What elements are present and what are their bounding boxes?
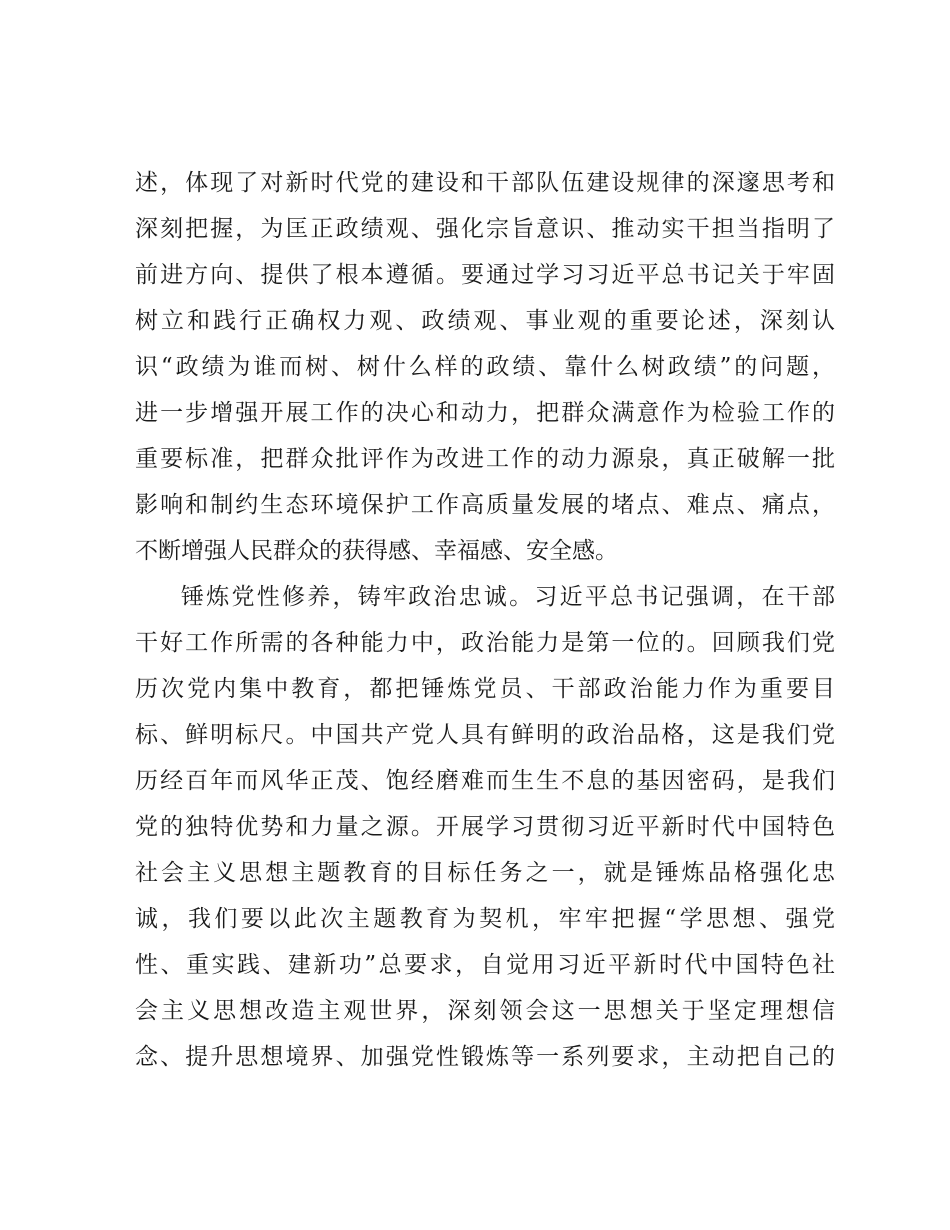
text-line: 干好工作所需的各种能力中，政治能力是第一位的。回顾我们党: [135, 630, 835, 656]
text-line: 历经百年而风华正茂、饱经磨难而生生不息的基因密码，是我们: [135, 768, 835, 794]
text-line: 锤炼党性修养，铸牢政治忠诚。习近平总书记强调，在干部: [181, 584, 835, 610]
text-line: 历次党内集中教育，都把锤炼党员、干部政治能力作为重要目: [135, 676, 835, 702]
text-line: 标、鲜明标尺。中国共产党人具有鲜明的政治品格，这是我们党: [135, 722, 835, 748]
text-line: 诚，我们要以此次主题教育为契机，牢牢把握“学思想、强党: [135, 906, 835, 932]
text-line: 党的独特优势和力量之源。开展学习贯彻习近平新时代中国特色: [135, 814, 835, 840]
document-body: [135, 160, 835, 1080]
text-line: 重要标准，把群众批评作为改进工作的动力源泉，真正破解一批: [135, 446, 835, 472]
text-line: 念、提升思想境界、加强党性锻炼等一系列要求，主动把自己的: [135, 1044, 835, 1070]
text-line: 会主义思想改造主观世界，深刻领会这一思想关于坚定理想信: [135, 998, 835, 1024]
text-line: 不断增强人民群众的获得感、幸福感、安全感。: [135, 538, 618, 564]
text-line: 前进方向、提供了根本遵循。要通过学习习近平总书记关于牢固: [135, 262, 835, 288]
text-line: 社会主义思想主题教育的目标任务之一，就是锤炼品格强化忠: [135, 860, 835, 886]
text-line: 影响和制约生态环境保护工作高质量发展的堵点、难点、痛点，: [135, 492, 835, 518]
text-line: 进一步增强开展工作的决心和动力，把群众满意作为检验工作的: [135, 400, 835, 426]
text-line: 述，体现了对新时代党的建设和干部队伍建设规律的深邃思考和: [135, 170, 835, 196]
text-line: 性、重实践、建新功”总要求，自觉用习近平新时代中国特色社: [135, 952, 835, 978]
text-line: 深刻把握，为匡正政绩观、强化宗旨意识、推动实干担当指明了: [135, 216, 835, 242]
text-line: 树立和践行正确权力观、政绩观、事业观的重要论述，深刻认: [135, 308, 835, 334]
paragraph-continued: [135, 160, 835, 574]
paragraph-party-spirit: [135, 574, 835, 1080]
text-line: 识“政绩为谁而树、树什么样的政绩、靠什么树政绩”的问题，: [135, 354, 835, 380]
